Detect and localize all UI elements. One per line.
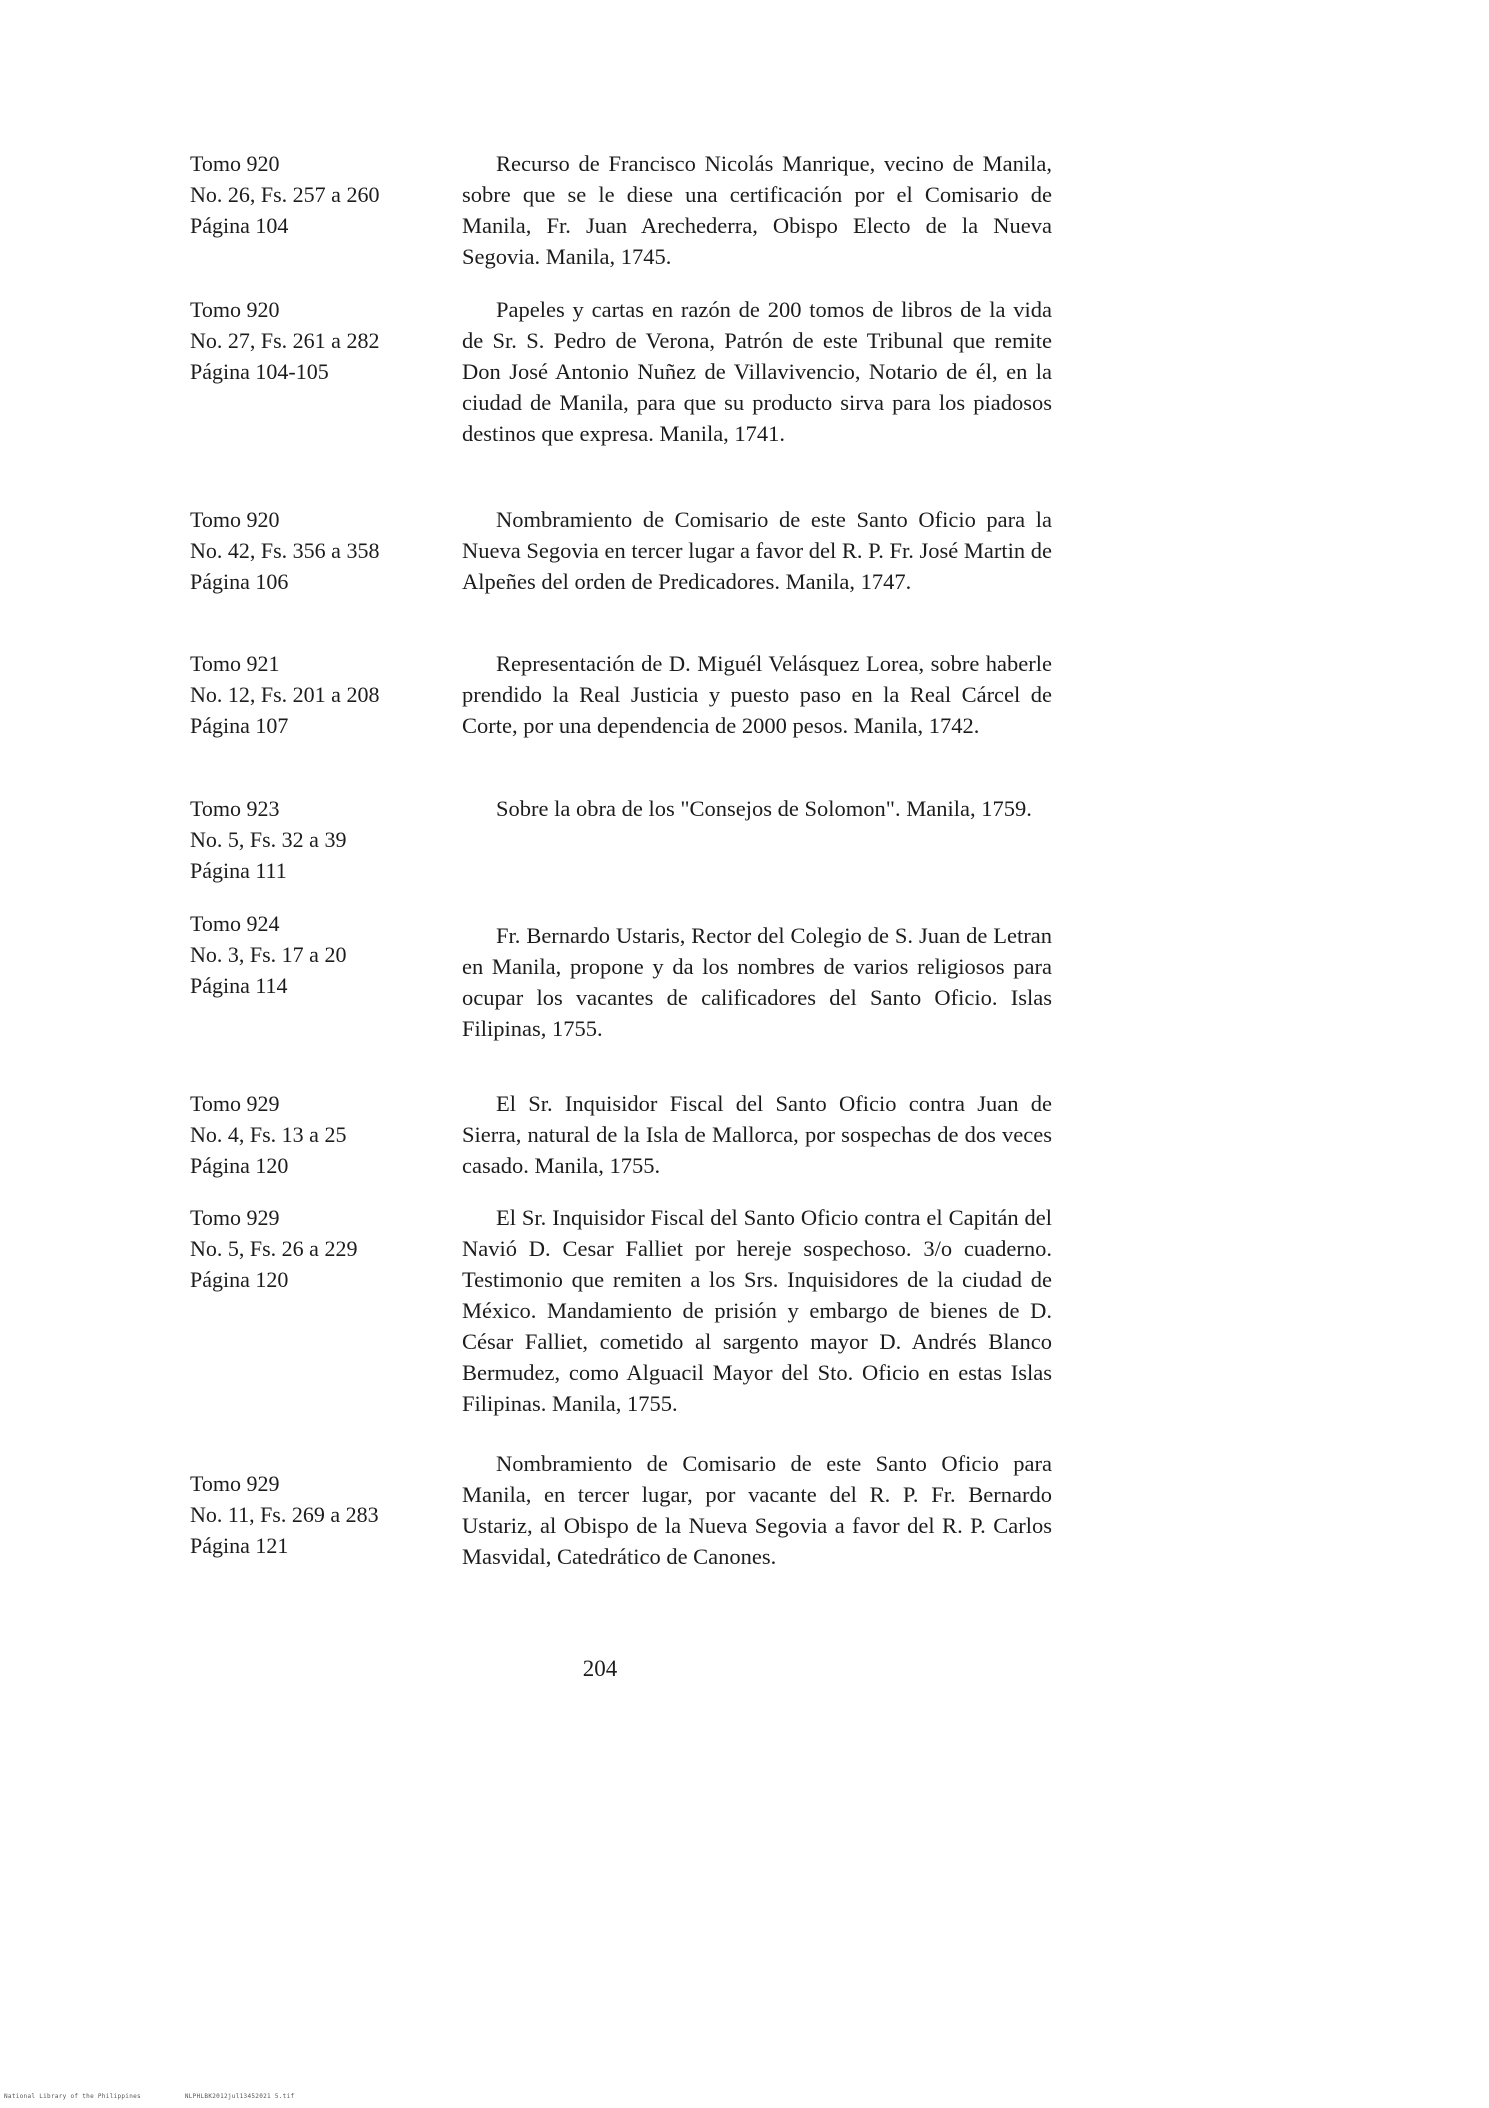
- entry-reference: [190, 504, 450, 597]
- tomo-label: Tomo 929: [190, 1471, 280, 1496]
- entry-text: Recurso de Francisco Nicolás Manrique, vecino de Manila, sobre que se le diese una certificación por el Comisario de Manila, Fr. Juan Arechederra, Obispo Electo de la Nueva Segovia. Manila, 1745.: [462, 151, 1052, 269]
- entry-description: [462, 793, 1052, 824]
- tomo-label: Tomo 923: [190, 796, 280, 821]
- tomo-label: Tomo 920: [190, 151, 280, 176]
- entry-text: Papeles y cartas en razón de 200 tomos de libros de la vida de Sr. S. Pedro de Verona, Patrón de este Tribunal que remite Don José Antonio Nuñez de Villavivencio, Notario de él, en la ciudad de Manila, para que su producto sirva para los piadosos destinos que expresa. Manila, 1741.: [462, 297, 1052, 446]
- entry-reference: [190, 648, 450, 741]
- tomo-label: Tomo 921: [190, 651, 280, 676]
- pagina-label: Página 121: [190, 1533, 289, 1558]
- entry-text: El Sr. Inquisidor Fiscal del Santo Oficio contra Juan de Sierra, natural de la Isla de Mallorca, por sospechas de dos veces casado. Manila, 1755.: [462, 1091, 1052, 1178]
- entry-reference: [190, 908, 450, 1001]
- entry-reference: [190, 294, 450, 387]
- scan-footer: [4, 2093, 334, 2100]
- pagina-label: Página 120: [190, 1267, 289, 1292]
- entry-description: [462, 648, 1052, 741]
- entry-text: Fr. Bernardo Ustaris, Rector del Colegio de S. Juan de Letran en Manila, propone y da los nombres de varios religiosos para ocupar los vacantes de calificadores del Santo Oficio. Islas Filipinas, 1755.: [462, 923, 1052, 1041]
- pagina-label: Página 120: [190, 1153, 289, 1178]
- pagina-label: Página 104: [190, 213, 289, 238]
- entry-description: [462, 148, 1052, 272]
- entry-text: Sobre la obra de los "Consejos de Solomon". Manila, 1759.: [496, 796, 1032, 821]
- entry-reference: [190, 1468, 450, 1561]
- numero-label: No. 26, Fs. 257 a 260: [190, 182, 380, 207]
- numero-label: No. 5, Fs. 32 a 39: [190, 827, 347, 852]
- numero-label: No. 3, Fs. 17 a 20: [190, 942, 347, 967]
- numero-label: No. 4, Fs. 13 a 25: [190, 1122, 347, 1147]
- footer-library: National Library of the Philippines: [4, 2093, 141, 2100]
- entry-text: Nombramiento de Comisario de este Santo Oficio para la Nueva Segovia en tercer lugar a favor del R. P. Fr. José Martin de Alpeñes del orden de Predicadores. Manila, 1747.: [462, 507, 1052, 594]
- numero-label: No. 12, Fs. 201 a 208: [190, 682, 380, 707]
- tomo-label: Tomo 924: [190, 911, 280, 936]
- entry-description: [462, 294, 1052, 449]
- numero-label: No. 27, Fs. 261 a 282: [190, 328, 380, 353]
- entry-description: [462, 504, 1052, 597]
- pagina-label: Página 111: [190, 858, 287, 883]
- numero-label: No. 42, Fs. 356 a 358: [190, 538, 380, 563]
- entry-description: [462, 920, 1052, 1044]
- entry-reference: [190, 148, 450, 241]
- pagina-label: Página 104-105: [190, 359, 329, 384]
- entry-reference: [190, 793, 450, 886]
- pagina-label: Página 107: [190, 713, 289, 738]
- numero-label: No. 5, Fs. 26 a 229: [190, 1236, 358, 1261]
- entry-description: [462, 1088, 1052, 1181]
- entry-reference: [190, 1088, 450, 1181]
- entry-description: [462, 1202, 1052, 1419]
- entry-description: [462, 1448, 1052, 1572]
- pagina-label: Página 106: [190, 569, 289, 594]
- pagina-label: Página 114: [190, 973, 288, 998]
- entry-text: El Sr. Inquisidor Fiscal del Santo Oficio contra el Capitán del Navió D. Cesar Falliet por hereje sospechoso. 3/o cuaderno. Testimonio que remiten a los Srs. Inquisidores de la ciudad de México. Mandamiento de prisión y embargo de bienes de D. César Falliet, cometido al sargento mayor D. Andrés Blanco Bermudez, como Alguacil Mayor del Sto. Oficio en estas Islas Filipinas. Manila, 1755.: [462, 1205, 1052, 1416]
- tomo-label: Tomo 920: [190, 297, 280, 322]
- tomo-label: Tomo 929: [190, 1205, 280, 1230]
- tomo-label: Tomo 920: [190, 507, 280, 532]
- numero-label: No. 11, Fs. 269 a 283: [190, 1502, 379, 1527]
- tomo-label: Tomo 929: [190, 1091, 280, 1116]
- footer-file: NLPHLBK2012jul13452021 5.tif: [184, 2093, 295, 2100]
- entry-text: Representación de D. Miguél Velásquez Lorea, sobre haberle prendido la Real Justicia y puesto paso en la Real Cárcel de Corte, por una dependencia de 2000 pesos. Manila, 1742.: [462, 651, 1052, 738]
- page-number: 204: [582, 1656, 618, 1681]
- entry-text: Nombramiento de Comisario de este Santo Oficio para Manila, en tercer lugar, por vacante del R. P. Fr. Bernardo Ustariz, al Obispo de la Nueva Segovia a favor del R. P. Carlos Masvidal, Catedrático de Canones.: [462, 1451, 1052, 1569]
- entry-reference: [190, 1202, 450, 1295]
